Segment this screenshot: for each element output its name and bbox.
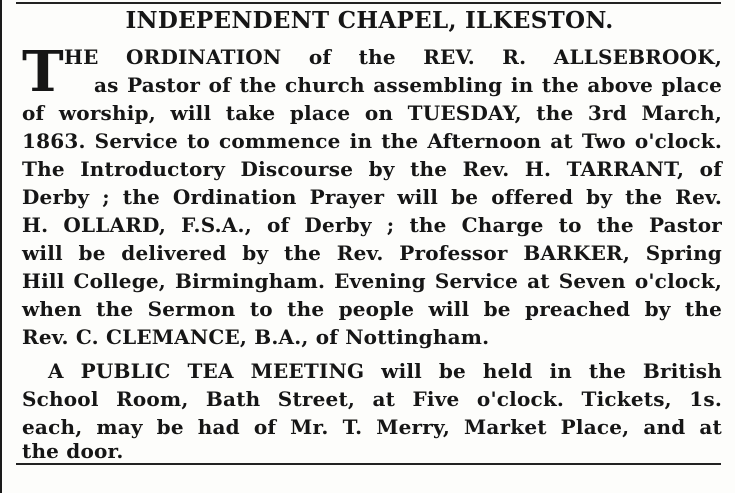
- body-line-7: H. OLLARD, F.S.A., of Derby ; the Charge to the Pastor: [22, 213, 722, 237]
- body-line-13: School Room, Bath Street, at Five o'clock. Tickets, 1s.: [22, 387, 722, 411]
- body-line-9: Hill College, Birmingham. Evening Service at Seven o'clock,: [22, 269, 722, 293]
- body-line-12: A PUBLIC TEA MEETING will be held in the British: [48, 359, 722, 383]
- body-line-11: Rev. C. CLEMANCE, B.A., of Nottingham.: [22, 325, 490, 349]
- body-line-8: will be delivered by the Rev. Professor BARKER, Spring: [22, 241, 722, 265]
- drop-cap: T: [22, 39, 64, 105]
- body-line-6: Derby ; the Ordination Prayer will be offered by the Rev.: [22, 185, 722, 209]
- body-line-3: of worship, will take place on TUESDAY, the 3rd March,: [22, 101, 722, 125]
- body-line-10: when the Sermon to the people will be preached by the: [22, 297, 722, 321]
- body-line-14: each, may be had of Mr. T. Merry, Market Place, and at: [22, 415, 722, 439]
- body-line-4: 1863. Service to commence in the Afternoon at Two o'clock.: [22, 129, 722, 153]
- body-line-2: as Pastor of the church assembling in the above place: [94, 73, 722, 97]
- body-line-1: HE ORDINATION of the REV. R. ALLSEBROOK,: [64, 45, 722, 69]
- top-rule: [16, 2, 721, 4]
- body-line-15: the door.: [22, 439, 124, 463]
- bottom-rule: [16, 463, 721, 465]
- notice-heading: INDEPENDENT CHAPEL, ILKESTON.: [125, 7, 614, 34]
- body-line-5: The Introductory Discourse by the Rev. H. TARRANT, of: [22, 157, 722, 181]
